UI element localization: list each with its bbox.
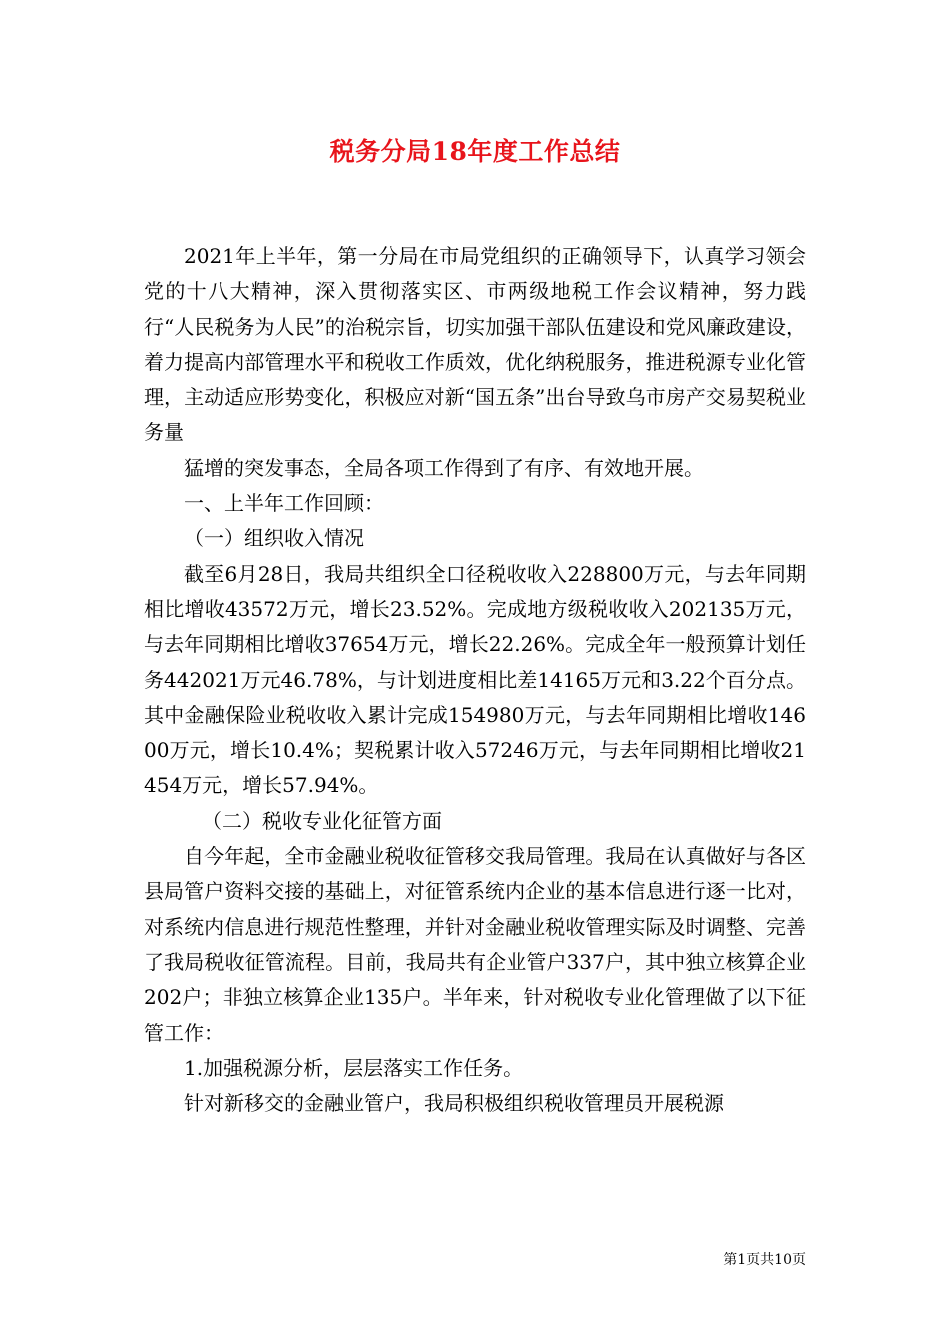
subsection-heading-collection: （二）税收专业化征管方面 bbox=[202, 808, 442, 833]
paragraph-revenue: 截至6月28日，我局共组织全口径税收收入228800万元，与去年同期相比增收43572万元，增长23.52%。完成地方级税收收入202135万元，与去年同期相比增收37654万元，增长22.26%。完成全年一般预算计划任务442021万元46.78%，与计划进度相比差14165万元和3.22个百分点。其中金融保险业税收收入累计完成154980万元，与去年同期相比增收14600万元，增长10.4%；契税累计收入57246万元，与去年同期相比增收21454万元，增长57.94%。 bbox=[144, 561, 806, 798]
document-body bbox=[144, 239, 806, 1121]
paragraph-intro: 2021年上半年，第一分局在市局党组织的正确领导下，认真学习领会党的十八大精神，深入贯彻落实区、市两级地税工作会议精神，努力践行“人民税务为人民”的治税宗旨，切实加强干部队伍建设和党风廉政建设，着力提高内部管理水平和税收工作质效，优化纳税服务，推进税源专业化管理，主动适应形势变化，积极应对新“国五条”出台导致乌市房产交易契税业务量 bbox=[144, 244, 806, 445]
section-heading-review: 一、上半年工作回顾： bbox=[184, 491, 384, 516]
page-number: 第1页共10页 bbox=[723, 1252, 806, 1268]
list-item-tax-analysis: 1.加强税源分析，层层落实工作任务。 bbox=[184, 1055, 524, 1080]
document-title: 税务分局18年度工作总结 bbox=[329, 137, 621, 166]
paragraph-tax-analysis: 针对新移交的金融业管户，我局积极组织税收管理员开展税源 bbox=[184, 1091, 724, 1116]
paragraph-collection: 自今年起，全市金融业税收征管移交我局管理。我局在认真做好与各区县局管户资料交接的基础上，对征管系统内企业的基本信息进行逐一比对，对系统内信息进行规范性整理，并针对金融业税收管理实际及时调整、完善了我局税收征管流程。目前，我局共有企业管户337户，其中独立核算企业202户；非独立核算企业135户。半年来，针对税收专业化管理做了以下征管工作： bbox=[144, 844, 806, 1045]
paragraph-intro-continued: 猛增的突发事态，全局各项工作得到了有序、有效地开展。 bbox=[184, 455, 704, 480]
subsection-heading-revenue: （一）组织收入情况 bbox=[184, 526, 364, 551]
